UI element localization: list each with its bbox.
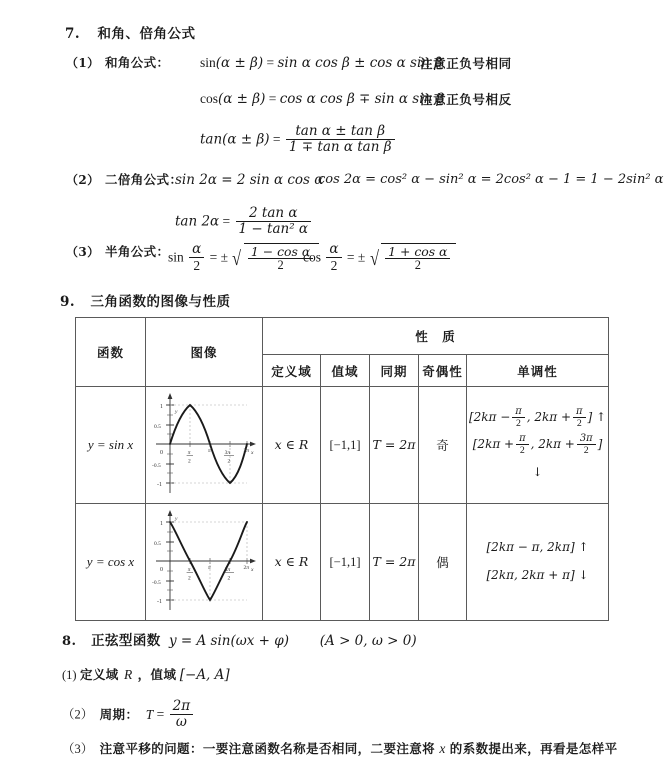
table-row [76,504,609,621]
header-range: 值域 [321,355,370,387]
svg-text:0: 0 [160,567,163,573]
sin-half-inner-fraction: $\frac{\text{1 − cos α}}{2}$ [248,245,313,274]
formula-item-3-marker: （3） 半角公式： [66,244,170,259]
cos-half-inner-fraction: $\frac{\text{1 + cos α}}{2}$ [385,245,450,274]
formula-tan-sum: tan(α ± β) = $\frac{\text{tan α ± tan β}}{\text{1 ∓ tan α tan β}}$ [200,125,397,156]
note-same-sign: 注意正负号相同 [420,56,512,71]
svg-text:π: π [187,450,191,456]
tan-sum-fraction: $\frac{\text{tan α ± tan β}}{\text{1 ∓ tan α tan β}}$ [286,124,395,155]
header-domain: 定义域 [263,355,321,387]
cell-monotonicity-cosine [467,504,609,621]
section-7-number: 7. [65,26,81,42]
note-opposite-sign: 注意正负号相反 [420,92,512,107]
period-fraction: $\frac{2\pi}{\omega}$ [170,699,193,730]
formula-sin-half: sin $\frac{\alpha}{2}$ = ± √ $\frac{\text{1 − cos α}}{2}$ [168,243,319,274]
formula-cos-double: cos 2α = cos² α − sin² α = 2cos² α − 1 = 1 − 2sin² α [318,172,664,187]
header-properties: 性 质 [263,318,609,355]
tan-double-fraction: $\frac{\text{2 tan α}}{\text{1 − tan² α}}$ [236,206,311,237]
formula-item-1-marker: （1） 和角公式： [66,55,170,70]
formula-tan-double: tan 2α = $\frac{\text{2 tan α}}{\text{1 − tan² α}}$ [175,207,313,238]
section-8-heading: 8. 正弦型函数 y = A sin(ωx + φ) (A > 0, ω > 0) [62,633,417,649]
cell-graph-cosine [146,504,263,621]
svg-text:3π: 3π [224,567,231,573]
cell-domain-sine: x ∈ R [263,387,321,504]
formula-cos-sum: cos(α ± β) = cos α cos β ∓ sin α sin β [200,91,445,107]
formula-item-2-marker: （2） 二倍角公式： [66,172,183,187]
cell-range-cosine: [−1,1] [321,504,370,621]
cell-function-sine: y = sin x [76,387,146,504]
section-9-number: 9. [60,294,76,310]
cosine-decreasing-interval: [2kπ, 2kπ + π] ↓ [486,568,589,582]
svg-text:2: 2 [188,458,191,465]
formula-cos-half: cos $\frac{\alpha}{2}$ = ± √ $\frac{\text{1 + cos α}}{2}$ [303,243,456,274]
svg-text:2π: 2π [243,565,250,571]
svg-text:0: 0 [160,450,163,456]
svg-text:π: π [208,565,211,571]
radical-sign-icon: √ [369,248,379,271]
sine-type-period: （2） 周期： T = $\frac{2\pi}{\omega}$ [62,700,195,731]
section-7-heading [65,22,196,42]
header-graph: 图像 [146,318,263,387]
sine-type-translation-note: （3） 注意平移的问题：一要注意函数名称是否相同，二要注意将 x 的系数提出来，再看是怎样平 [62,741,618,756]
cell-range-sine: [−1,1] [321,387,370,504]
cos-half-radical [369,243,457,274]
cos-half-arg-fraction: $\frac{\alpha}{2}$ [326,242,341,273]
svg-text:3π: 3π [224,450,231,456]
table-header-row-top [76,318,609,355]
sine-type-domain-range: (1) 定义域 R ，值域 [−A, A] [62,667,230,683]
formula-sin-double: sin 2α = 2 sin α cos α [175,172,324,188]
sin-half-arg-fraction: $\frac{\alpha}{2}$ [189,242,204,273]
cosine-increasing-interval: [2kπ − π, 2kπ] ↑ [486,540,589,555]
cell-period-sine: T = 2π [370,387,419,504]
svg-text:-1: -1 [157,599,162,605]
svg-text:2: 2 [227,575,231,582]
header-period: 同期 [370,355,419,387]
section-7-title: 和角、倍角公式 [97,26,196,42]
header-parity: 奇偶性 [419,355,467,387]
svg-text:2π: 2π [243,448,250,454]
cell-function-cosine: y = cos x [76,504,146,621]
formula-sin-sum: sin(α ± β) = sin α cos β ± cos α sin β [200,55,443,71]
cell-domain-cosine: x ∈ R [263,504,321,621]
svg-text:1: 1 [160,521,163,527]
table-row [76,387,609,504]
svg-text:1: 1 [160,404,163,410]
svg-text:x: x [251,567,254,573]
cell-parity-cosine: 偶 [419,504,467,621]
sine-curve-graph [148,391,260,499]
svg-text:2: 2 [227,458,231,465]
svg-text:y: y [175,409,178,415]
svg-text:x: x [251,450,254,456]
sine-decreasing-interval: [2kπ + $\frac{\pi}{2}$ , 2kπ + $\frac{3\pi}{2}$ ] ↓ [472,433,603,479]
svg-text:π: π [208,448,211,454]
sine-increasing-interval: [2kπ − $\frac{\pi}{2}$ , 2kπ + $\frac{\pi}{2}$ ] ↑ [468,405,607,429]
cell-graph-sine [146,387,263,504]
cell-monotonicity-sine [467,387,609,504]
header-function: 函数 [76,318,146,387]
svg-text:0.5: 0.5 [154,424,161,430]
svg-text:-0.5: -0.5 [152,580,161,586]
svg-text:0.5: 0.5 [154,541,161,547]
header-monotonicity: 单调性 [467,355,609,387]
svg-text:y: y [175,516,178,522]
svg-text:π: π [187,567,191,573]
svg-text:2: 2 [188,575,191,582]
svg-text:-1: -1 [157,482,162,488]
cell-period-cosine: T = 2π [370,504,419,621]
radical-sign-icon: √ [232,248,242,271]
cosine-curve-graph [148,508,260,616]
svg-text:-0.5: -0.5 [152,463,161,469]
cell-parity-sine: 奇 [419,387,467,504]
section-9-title: 三角函数的图像与性质 [90,294,231,310]
trig-properties-table [75,317,609,621]
section-9-heading [60,290,231,310]
